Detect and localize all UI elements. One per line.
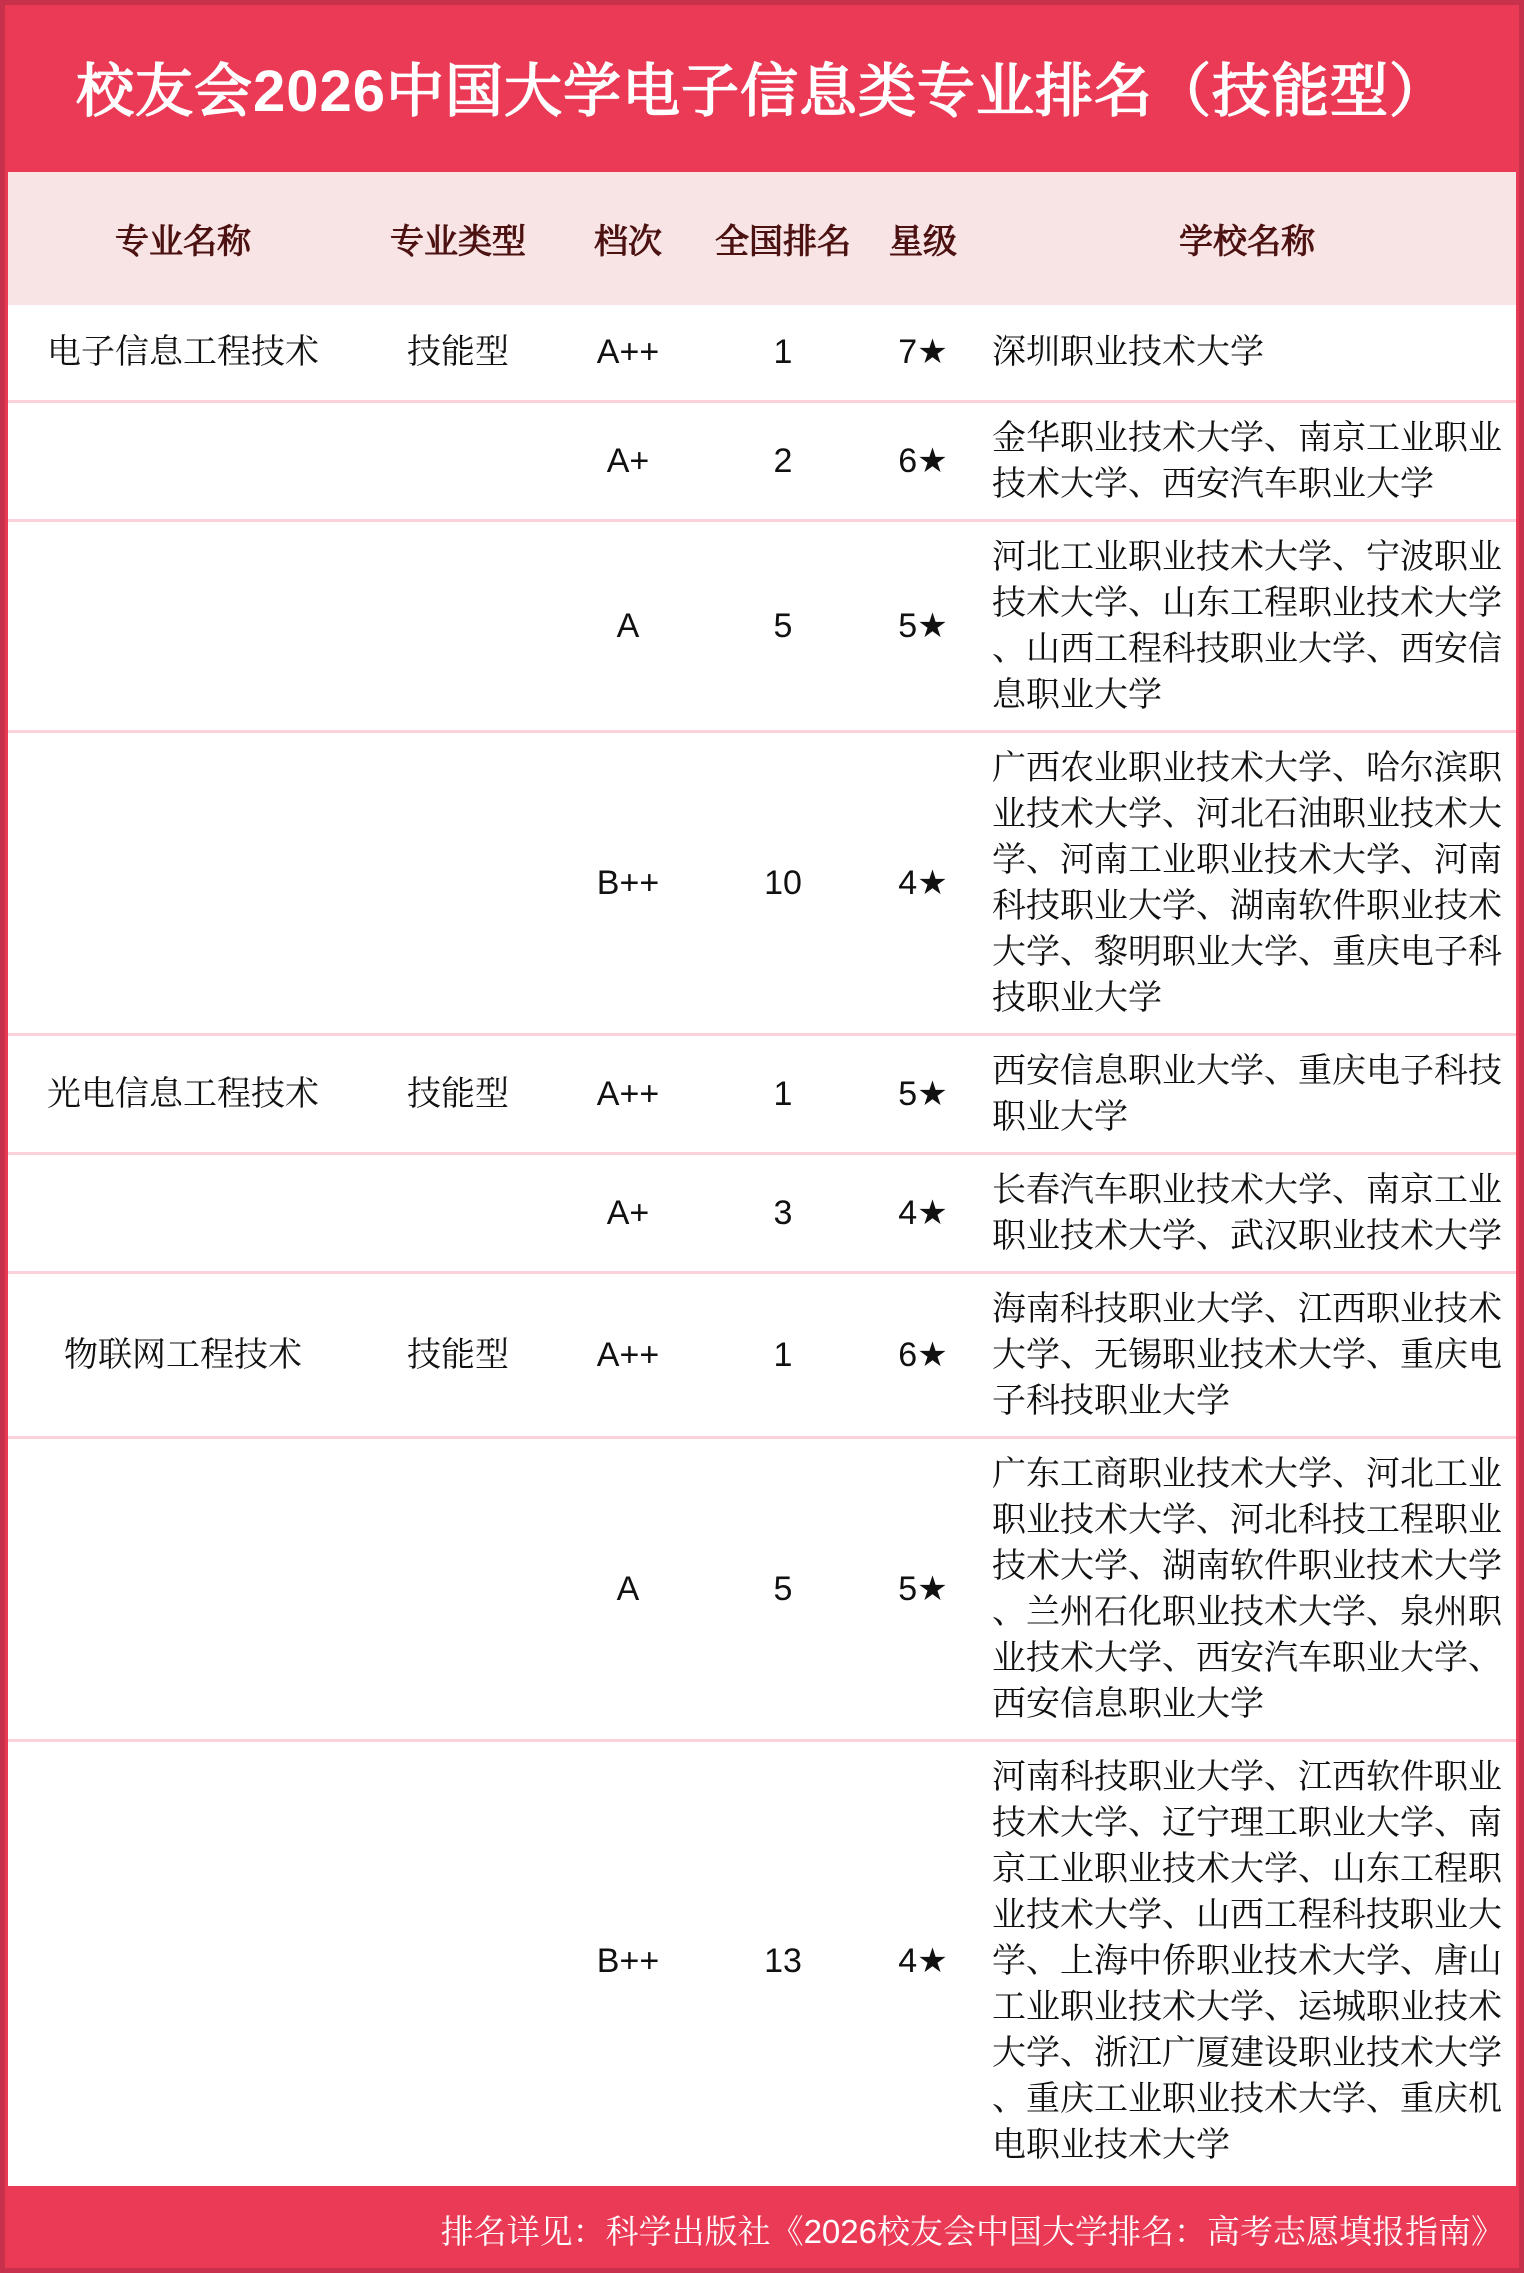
cell-star-level: 5★ (868, 1034, 978, 1153)
cell-major-name: 物联网工程技术 (8, 1272, 358, 1437)
cell-national-rank: 5 (698, 1437, 868, 1740)
cell-school-names: 深圳职业技术大学 (992, 333, 1264, 372)
cell-star-level: 5★ (868, 520, 978, 731)
cell-star-level: 7★ (898, 333, 948, 372)
cell-national-rank: 13 (698, 1740, 868, 2180)
cell-star-level: 4★ (868, 731, 978, 1034)
cell-major-name (8, 1740, 358, 2180)
title-bar (0, 0, 1524, 172)
cell-star-level: 4★ (868, 1153, 978, 1272)
cell-national-rank: 1 (698, 1272, 868, 1437)
cell-major-type (358, 401, 558, 520)
cell-school-names: 长春汽车职业技术大学、南京工业职业技术大学、武汉职业技术大学 (978, 1153, 1516, 1272)
cell-major-type (358, 1437, 558, 1740)
footer-note: 排名详见：科学出版社《2026校友会中国大学排名：高考志愿填报指南》 (440, 2213, 1504, 2250)
cell-national-rank: 2 (698, 401, 868, 520)
cell-grade: B++ (558, 1740, 698, 2180)
cell-major-name (8, 1153, 358, 1272)
cell-major-type (358, 520, 558, 731)
cell-school-names: 金华职业技术大学、南京工业职业技术大学、西安汽车职业大学 (978, 401, 1516, 520)
cell-major-name (8, 731, 358, 1034)
column-header-stars: 星级 (868, 172, 978, 305)
table-row (8, 1034, 1516, 1153)
cell-national-rank: 3 (698, 1153, 868, 1272)
table-row (8, 1740, 1516, 2180)
column-header-type: 专业类型 (358, 172, 558, 305)
cell-major-type: 技能型 (407, 333, 509, 372)
cell-school-names: 河北工业职业技术大学、宁波职业技术大学、山东工程职业技术大学、山西工程科技职业大学、西安信息职业大学 (978, 520, 1516, 731)
cell-school-names: 广东工商职业技术大学、河北工业职业技术大学、河北科技工程职业技术大学、湖南软件职业技术大学、兰州石化职业技术大学、泉州职业技术大学、西安汽车职业大学、西安信息职业大学 (978, 1437, 1516, 1740)
cell-major-name (8, 520, 358, 731)
footer-bar (0, 2186, 1524, 2273)
table-row (8, 1272, 1516, 1437)
column-header-major: 专业名称 (8, 172, 358, 305)
table-row (8, 1153, 1516, 1272)
cell-star-level: 6★ (868, 1272, 978, 1437)
page-title: 校友会2026中国大学电子信息类专业排名（技能型） (75, 59, 1449, 124)
table-row (8, 401, 1516, 520)
cell-major-name (8, 1437, 358, 1740)
cell-star-level: 5★ (868, 1437, 978, 1740)
ranking-table-card (8, 172, 1516, 2186)
cell-grade: A+ (558, 1153, 698, 1272)
cell-school-names: 海南科技职业大学、江西职业技术大学、无锡职业技术大学、重庆电子科技职业大学 (978, 1272, 1516, 1437)
column-header-rank: 全国排名 (698, 172, 868, 305)
cell-major-type: 技能型 (358, 1034, 558, 1153)
cell-major-name (8, 401, 358, 520)
cell-grade: A++ (596, 333, 660, 372)
cell-major-type: 技能型 (358, 1272, 558, 1437)
cell-star-level: 4★ (868, 1740, 978, 2180)
cell-national-rank: 5 (698, 520, 868, 731)
cell-major-type (358, 1153, 558, 1272)
cell-grade: A++ (558, 1272, 698, 1437)
column-header-schools: 学校名称 (978, 172, 1516, 305)
cell-major-name: 光电信息工程技术 (8, 1034, 358, 1153)
cell-school-names: 西安信息职业大学、重庆电子科技职业大学 (978, 1034, 1516, 1153)
cell-grade: A (558, 520, 698, 731)
column-header-grade: 档次 (558, 172, 698, 305)
table-row (8, 731, 1516, 1034)
table-header-row (8, 172, 1516, 305)
cell-school-names: 广西农业职业技术大学、哈尔滨职业技术大学、河北石油职业技术大学、河南工业职业技术大学、河南科技职业大学、湖南软件职业技术大学、黎明职业大学、重庆电子科技职业大学 (978, 731, 1516, 1034)
cell-national-rank: 1 (698, 1034, 868, 1153)
cell-major-type (358, 1740, 558, 2180)
cell-national-rank: 1 (773, 333, 793, 372)
cell-grade: A (558, 1437, 698, 1740)
cell-grade: B++ (558, 731, 698, 1034)
cell-grade: A++ (558, 1034, 698, 1153)
cell-star-level: 6★ (868, 401, 978, 520)
cell-major-name: 电子信息工程技术 (47, 333, 319, 372)
table-row (8, 1437, 1516, 1740)
cell-major-type (358, 731, 558, 1034)
cell-national-rank: 10 (698, 731, 868, 1034)
ranking-table (8, 172, 1516, 2180)
cell-school-names: 河南科技职业大学、江西软件职业技术大学、辽宁理工职业大学、南京工业职业技术大学、山东工程职业技术大学、山西工程科技职业大学、上海中侨职业技术大学、唐山工业职业技术大学、运城职业技术大学、浙江广厦建设职业技术大学、重庆工业职业技术大学、重庆机电职业技术大学 (978, 1740, 1516, 2180)
cell-grade: A+ (558, 401, 698, 520)
table-row (8, 520, 1516, 731)
table-row (8, 305, 1516, 401)
